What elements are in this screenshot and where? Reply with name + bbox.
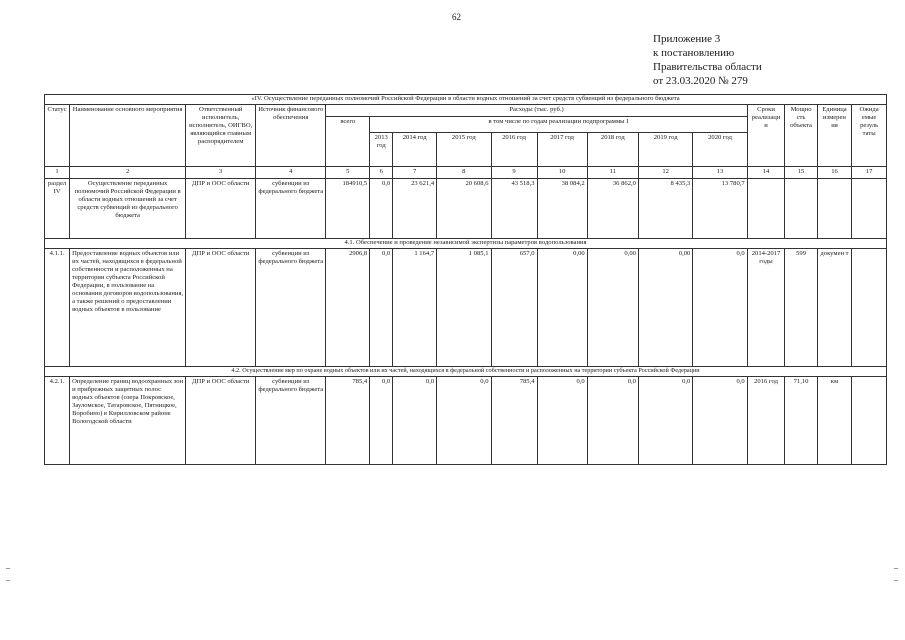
row-year-value: 13 780,7	[693, 179, 747, 239]
row-source: субвенции из федерального бюджета	[256, 179, 326, 239]
row-year-value: 38 084,2	[537, 179, 587, 239]
column-number: 2	[70, 167, 186, 179]
column-number: 5	[326, 167, 370, 179]
column-number: 17	[852, 167, 887, 179]
row-terms: 2016 год	[747, 377, 785, 465]
row-unit: докумен т	[817, 249, 852, 367]
header-responsible: Ответственный исполнитель, исполнитель, ОИГВО, являющийся главным распорядителем	[186, 105, 256, 167]
scan-mark	[894, 580, 898, 581]
row-status: раздел IV	[45, 179, 70, 239]
row-year-value: 0,00	[638, 249, 692, 367]
row-capacity	[785, 179, 817, 239]
column-number: 11	[587, 167, 638, 179]
row-terms: 2014-2017 годы	[747, 249, 785, 367]
row-year-value: 0,0	[393, 377, 437, 465]
column-number: 12	[638, 167, 692, 179]
row-year-value: 785,4	[491, 377, 537, 465]
appendix-line: Приложение 3	[653, 33, 721, 45]
header-year: 2018 год	[587, 133, 638, 167]
header-year: 2020 год	[693, 133, 747, 167]
appendix-line: от 23.03.2020 № 279	[653, 75, 748, 87]
row-year-value: 1 164,7	[393, 249, 437, 367]
header-source: Источник финансового обеспечения	[256, 105, 326, 167]
row-year-value: 0,0	[370, 249, 393, 367]
appendix-line: Правительства области	[653, 61, 762, 73]
row-expected	[852, 249, 887, 367]
row-source: субвенции из федерального бюджета	[256, 249, 326, 367]
column-number: 9	[491, 167, 537, 179]
column-number: 1	[45, 167, 70, 179]
subsection-title: 4.2. Осуществление мер по охране водных объектов или их частей, находящихся в федеральной собственности и расположенных на территории субъекта Российской Федерации	[45, 367, 887, 377]
row-status: 4.2.1.	[45, 377, 70, 465]
row-name: Осуществление переданных полномочий Российской Федерации в области водных отношений за счет средств субвенций из федерального бюджета	[70, 179, 186, 239]
column-number: 4	[256, 167, 326, 179]
row-capacity: 71,10	[785, 377, 817, 465]
header-unit: Единица измерен ия	[817, 105, 852, 167]
row-year-value: 23 621,4	[393, 179, 437, 239]
header-terms: Сроки реализаци и	[747, 105, 785, 167]
column-number: 8	[437, 167, 491, 179]
column-number: 3	[186, 167, 256, 179]
row-name: Определение границ водоохранных зон и прибрежных защитных полос водных объектов (озера Покровское, Зауломское, Татаровское, Пятницкое, Воробино) в Кирилловском районе Вологодской области	[70, 377, 186, 465]
row-responsible: ДПР и ООС области	[186, 377, 256, 465]
table-title: «IV. Осуществление переданных полномочий Российской Федерации в области водных отношений за счет средств субвенций из федерального бюджета	[45, 95, 887, 105]
row-year-value: 8 435,3	[638, 179, 692, 239]
header-name: Наименование основного мероприятия	[70, 105, 186, 167]
row-capacity: 599	[785, 249, 817, 367]
row-year-value: 1 085,1	[437, 249, 491, 367]
row-terms	[747, 179, 785, 239]
scan-mark	[6, 580, 10, 581]
header-by-years: в том числе по годам реализации подпрограммы I	[370, 117, 747, 133]
column-number: 10	[537, 167, 587, 179]
scan-mark	[6, 568, 10, 569]
row-year-value: 0,0	[370, 377, 393, 465]
row-responsible: ДПР и ООС области	[186, 179, 256, 239]
column-number: 13	[693, 167, 747, 179]
header-year: 2013 год	[370, 133, 393, 167]
row-year-value: 0,0	[693, 249, 747, 367]
appendix-heading	[653, 32, 762, 88]
row-unit: км	[817, 377, 852, 465]
row-year-value: 0,00	[587, 249, 638, 367]
appendix-line: к постановлению	[653, 47, 735, 59]
header-expenses: Расходы (тыс. руб.)	[326, 105, 747, 117]
row-expected	[852, 179, 887, 239]
column-number: 14	[747, 167, 785, 179]
row-year-value: 0,0	[693, 377, 747, 465]
column-number: 6	[370, 167, 393, 179]
header-year: 2014 год	[393, 133, 437, 167]
row-year-value: 0,0	[437, 377, 491, 465]
row-responsible: ДПР и ООС области	[186, 249, 256, 367]
row-expected	[852, 377, 887, 465]
header-year: 2019 год	[638, 133, 692, 167]
row-year-value: 0,0	[638, 377, 692, 465]
header-total: всего	[326, 117, 370, 167]
header-expected: Ожида емые резуль таты	[852, 105, 887, 167]
row-year-value: 0,0	[370, 179, 393, 239]
row-status: 4.1.1.	[45, 249, 70, 367]
table-row	[45, 249, 887, 367]
row-source: субвенции из федерального бюджета	[256, 377, 326, 465]
row-total: 2906,8	[326, 249, 370, 367]
header-year: 2017 год	[537, 133, 587, 167]
column-number: 16	[817, 167, 852, 179]
column-number: 15	[785, 167, 817, 179]
row-name: Предоставление водных объектов или их частей, находящихся в федеральной собственности и расположенных на территории субъекта Российской Федерации, в пользование на основании договоров водопользования, а также решений о предоставлении водных объектов в пользование	[70, 249, 186, 367]
row-year-value: 0,0	[537, 377, 587, 465]
table-row	[45, 179, 887, 239]
row-year-value: 0,00	[537, 249, 587, 367]
row-year-value: 0,0	[587, 377, 638, 465]
scan-mark	[894, 568, 898, 569]
row-year-value: 657,0	[491, 249, 537, 367]
column-number-row	[45, 167, 887, 179]
subsection-title: 4.1. Обеспечение и проведение независимой экспертизы параметров водопользования	[45, 239, 887, 249]
table-row	[45, 377, 887, 465]
page-number: 62	[452, 12, 461, 22]
row-unit	[817, 179, 852, 239]
row-year-value: 43 518,3	[491, 179, 537, 239]
row-total: 184910,5	[326, 179, 370, 239]
header-year: 2015 год	[437, 133, 491, 167]
row-year-value: 20 608,6	[437, 179, 491, 239]
header-year: 2016 год	[491, 133, 537, 167]
column-number: 7	[393, 167, 437, 179]
row-year-value: 36 862,0	[587, 179, 638, 239]
program-table	[44, 94, 887, 465]
header-status: Статус	[45, 105, 70, 167]
row-total: 785,4	[326, 377, 370, 465]
header-capacity: Мощно сть объекта	[785, 105, 817, 167]
